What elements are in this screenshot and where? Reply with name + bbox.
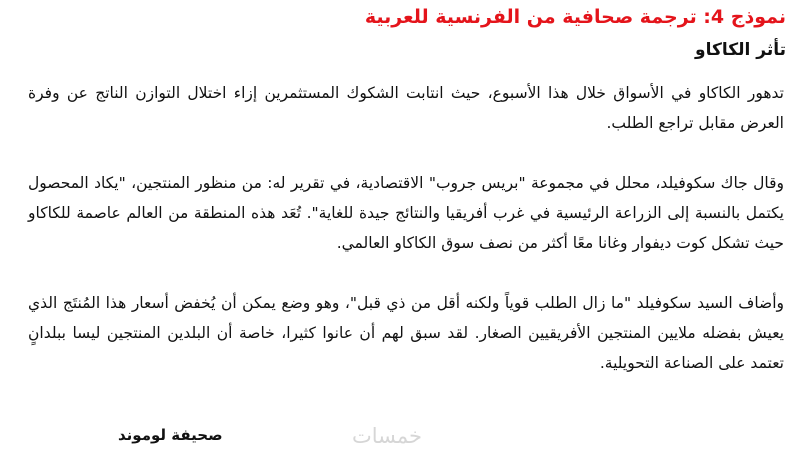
article-title: تأثر الكاكاو <box>695 40 786 60</box>
paragraph-1: تدهور الكاكاو في الأسواق خلال هذا الأسبوع، حيث انتابت الشكوك المستثمرين إزاء اختلال التوازن الناتج عن وفرة العرض مقابل تراجع الطلب. <box>28 84 784 132</box>
watermark-logo: خمسات <box>352 424 423 448</box>
source-signature: صحيفة لوموند <box>118 426 223 444</box>
paragraph-2: وقال جاك سكوفيلد، محلل في مجموعة "بريس جروب" الاقتصادية، في تقرير له: من منظور المنتجين، "يكاد المحصول يكتمل بالنسبة إلى الزراعة الرئيسية في غرب أفريقيا والنتائج جيدة للغاية". تُعَد هذه المنطقة من العالم عاصمة للكاكاو حيث تشكل كوت ديفوار وغانا معًا أكثر من نصف سوق الكاكاو العالمي. <box>28 174 784 252</box>
document-heading: نموذج 4: ترجمة صحافية من الفرنسية للعربية <box>364 6 786 28</box>
paragraph-3: وأضاف السيد سكوفيلد "ما زال الطلب قوياً ولكنه أقل من ذي قبل"، وهو وضع يمكن أن يُخفض أسعار هذا المُنتَج الذي يعيش بفضله ملايين المنتجين الأفريقيين الصغار. لقد سبق لهم أن عانوا كثيرا، خاصة أن البلدين المنتجين ليسا ببلدانٍ تعتمد على الصناعة التحويلية. <box>28 294 784 372</box>
article-body <box>28 78 784 378</box>
